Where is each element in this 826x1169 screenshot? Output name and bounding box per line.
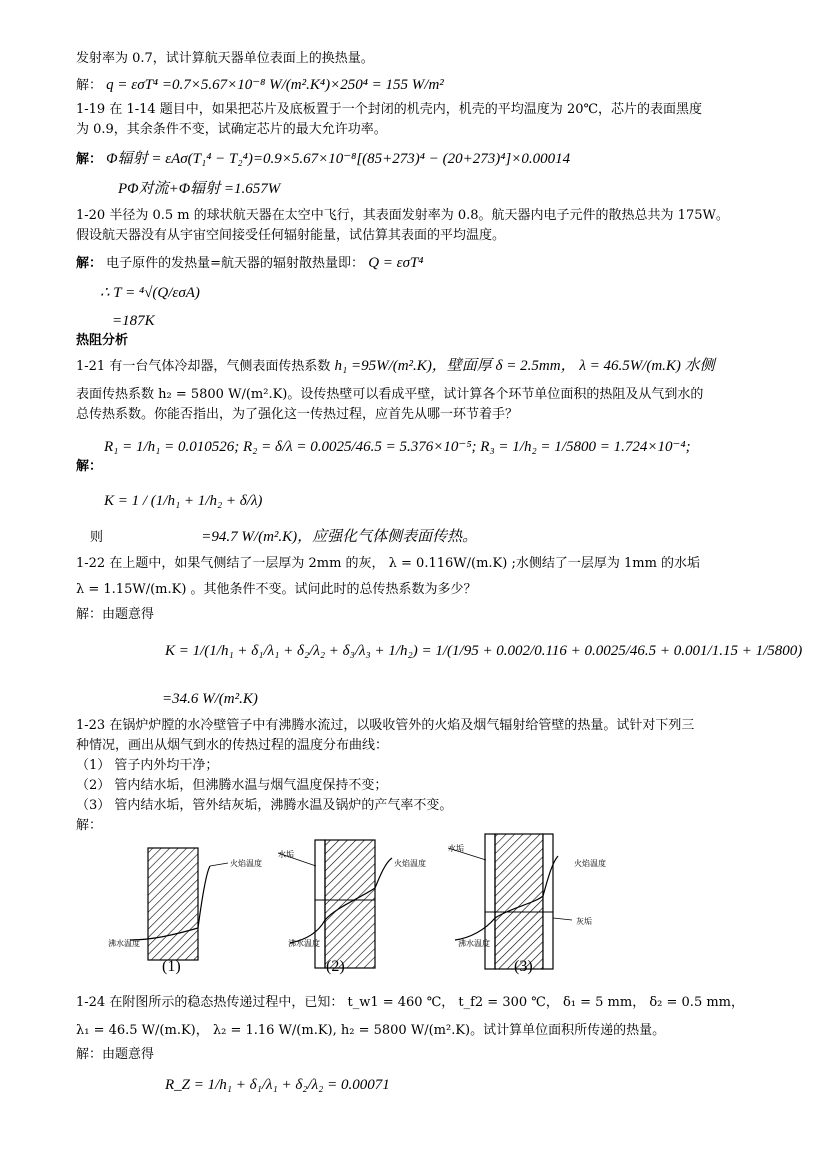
figure-caption: (2) <box>326 958 345 975</box>
problem-text: 表面传热系数 h₂ = 5800 W/(m².K)。设传热壁可以看成平壁，试计算各个环节单位面积的热阻及从气到水的 <box>76 387 704 402</box>
problem-text: 总传热系数。你能否指出，为了强化这一传热过程，应首先从哪一环节着手？ <box>76 407 519 422</box>
problem-text: 1-24 在附图所示的稳态热传递过程中，已知： t_w1 = 460 ℃， t_f2 = 300 ℃， δ₁ = 5 mm， δ₂ = 0.5 mm， <box>76 995 744 1010</box>
problem-text: 为 0.9，其余条件不变，试确定芯片的最大允许功率。 <box>76 122 387 137</box>
formula: K = 1 / (1/h₁ + 1/h₂ + δ/λ) <box>104 493 263 509</box>
solution-text: 解：由题意得 <box>76 1047 155 1062</box>
list-item: （1） 管子内外均干净； <box>76 758 219 773</box>
formula-line <box>104 438 691 457</box>
ash-label: 灰垢 <box>576 917 592 926</box>
formula-line <box>104 492 262 511</box>
problem-text: 种情况，画出从烟气到水的传热过程的温度分布曲线： <box>76 738 389 753</box>
water-temp-label: 沸水温度 <box>288 939 320 948</box>
problem-text: λ = 1.15W/(m.K) 。其他条件不变。试问此时的总传热系数为多少？ <box>76 582 477 597</box>
problem-text: λ₁ = 46.5 W/(m.K)， λ₂ = 1.16 W/(m.K), h₂ = 5800 W/(m².K)。试计算单位面积所传递的热量。 <box>76 1023 666 1038</box>
scale-label: 水垢 <box>448 844 464 853</box>
formula-line <box>100 284 200 303</box>
formula-line <box>118 180 280 199</box>
solution-line <box>76 150 570 169</box>
formula: PΦ对流+Φ辐射 =1.657W <box>118 181 281 197</box>
text-line: 发射率为 0.7，试计算航天器单位表面上的换热量。 <box>76 51 374 66</box>
flame-temp-label: 火焰温度 <box>394 859 426 868</box>
problem-text: 1-21 有一台气体冷却器，气侧表面传热系数 h₁ =95W/(m².K)，壁面厚 δ = 2.5mm， λ = 46.5W/(m.K) 水侧 <box>76 358 715 374</box>
figure-caption: (1) <box>162 958 181 975</box>
solution-line <box>76 254 424 273</box>
formula-line <box>165 1076 390 1095</box>
diagram-1 <box>130 848 228 960</box>
formula: R_Z = 1/h₁ + δ₁/λ₁ + δ₂/λ₂ = 0.00071 <box>165 1077 390 1093</box>
formula-line <box>162 690 258 709</box>
formula: K = 1/(1/h₁ + δ₁/λ₁ + δ₂/λ₂ + δ₃/λ₃ + 1/h₂) = 1/(1/95 + 0.002/0.116 + 0.0025/46.5 + 0.001/1.15 + 1/5800) <box>165 643 803 659</box>
formula: R₁ = 1/h₁ = 0.010526; R₂ = δ/λ = 0.0025/46.5 = 5.376×10⁻⁵; R₃ = 1/h₂ = 1/5800 = 1.724×10⁻⁴; <box>104 439 691 455</box>
solution-line <box>90 528 477 547</box>
solution-line <box>76 76 444 95</box>
solution-label: 解： <box>76 78 103 93</box>
formula: ∴ T = ⁴√(Q/εσA) <box>100 285 200 301</box>
flame-temp-label: 火焰温度 <box>574 859 606 868</box>
figure-caption: (3) <box>514 958 533 975</box>
solution-label: 解： <box>76 818 103 833</box>
water-temp-label: 沸水温度 <box>458 939 490 948</box>
result: =34.6 W/(m².K) <box>162 691 258 707</box>
problem-text: 1-22 在上题中，如果气侧结了一层厚为 2mm 的灰， λ = 0.116W/(m.K) ;水侧结了一层厚为 1mm 的水垢 <box>76 556 701 571</box>
formula: =94.7 W/(m².K)，应强化气体侧表面传热。 <box>201 529 478 545</box>
flame-temp-label: 火焰温度 <box>230 859 262 868</box>
solution-label: 解： <box>76 152 103 167</box>
solution-label: 解： <box>76 256 103 271</box>
problem-text: 1-23 在锅炉炉膛的水冷壁管子中有沸腾水流过，以吸收管外的火焰及烟气辐射给管壁的热量。试针对下列三 <box>76 718 695 733</box>
result: =187K <box>112 313 155 329</box>
formula-line <box>112 312 155 331</box>
formula: Q = εσT⁴ <box>368 255 424 271</box>
formula: h₁ =95W/(m².K)，壁面厚 δ = 2.5mm， λ = 46.5W/(m.K) 水侧 <box>334 358 715 374</box>
solution-text: 电子原件的发热量=航天器的辐射散热量即： <box>106 256 365 271</box>
list-item: （3） 管内结水垢，管外结灰垢，沸腾水温及锅炉的产气率不变。 <box>76 798 453 813</box>
problem-text: 1-20 半径为 0.5 m 的球状航天器在太空中飞行，其表面发射率为 0.8。航天器内电子元件的散热总共为 175W。 <box>76 208 729 223</box>
solution-label: 解： <box>76 459 103 474</box>
scale-label: 水垢 <box>278 850 294 859</box>
problem-text: 假设航天器没有从宇宙空间接受任何辐射能量，试估算其表面的平均温度。 <box>76 228 506 243</box>
section-heading: 热阻分析 <box>76 333 129 348</box>
problem-text: 1-19 在 1-14 题目中，如果把芯片及底板置于一个封闭的机壳内，机壳的平均温度为 20℃，芯片的表面黑度 <box>76 102 703 117</box>
solution-text: 解：由题意得 <box>76 607 155 622</box>
formula-line <box>165 642 802 661</box>
solution-label: 则 <box>90 530 104 545</box>
water-temp-label: 沸水温度 <box>108 939 140 948</box>
formula: q = εσT⁴ =0.7×5.67×10⁻⁸ W/(m².K⁴)×250⁴ = 155 W/m² <box>106 77 444 93</box>
formula: Φ辐射 = εAσ(T₁⁴ − T₂⁴)=0.9×5.67×10⁻⁸[(85+273)⁴ − (20+273)⁴]×0.00014 <box>106 151 571 167</box>
list-item: （2） 管内结水垢，但沸腾水温与烟气温度保持不变； <box>76 778 388 793</box>
